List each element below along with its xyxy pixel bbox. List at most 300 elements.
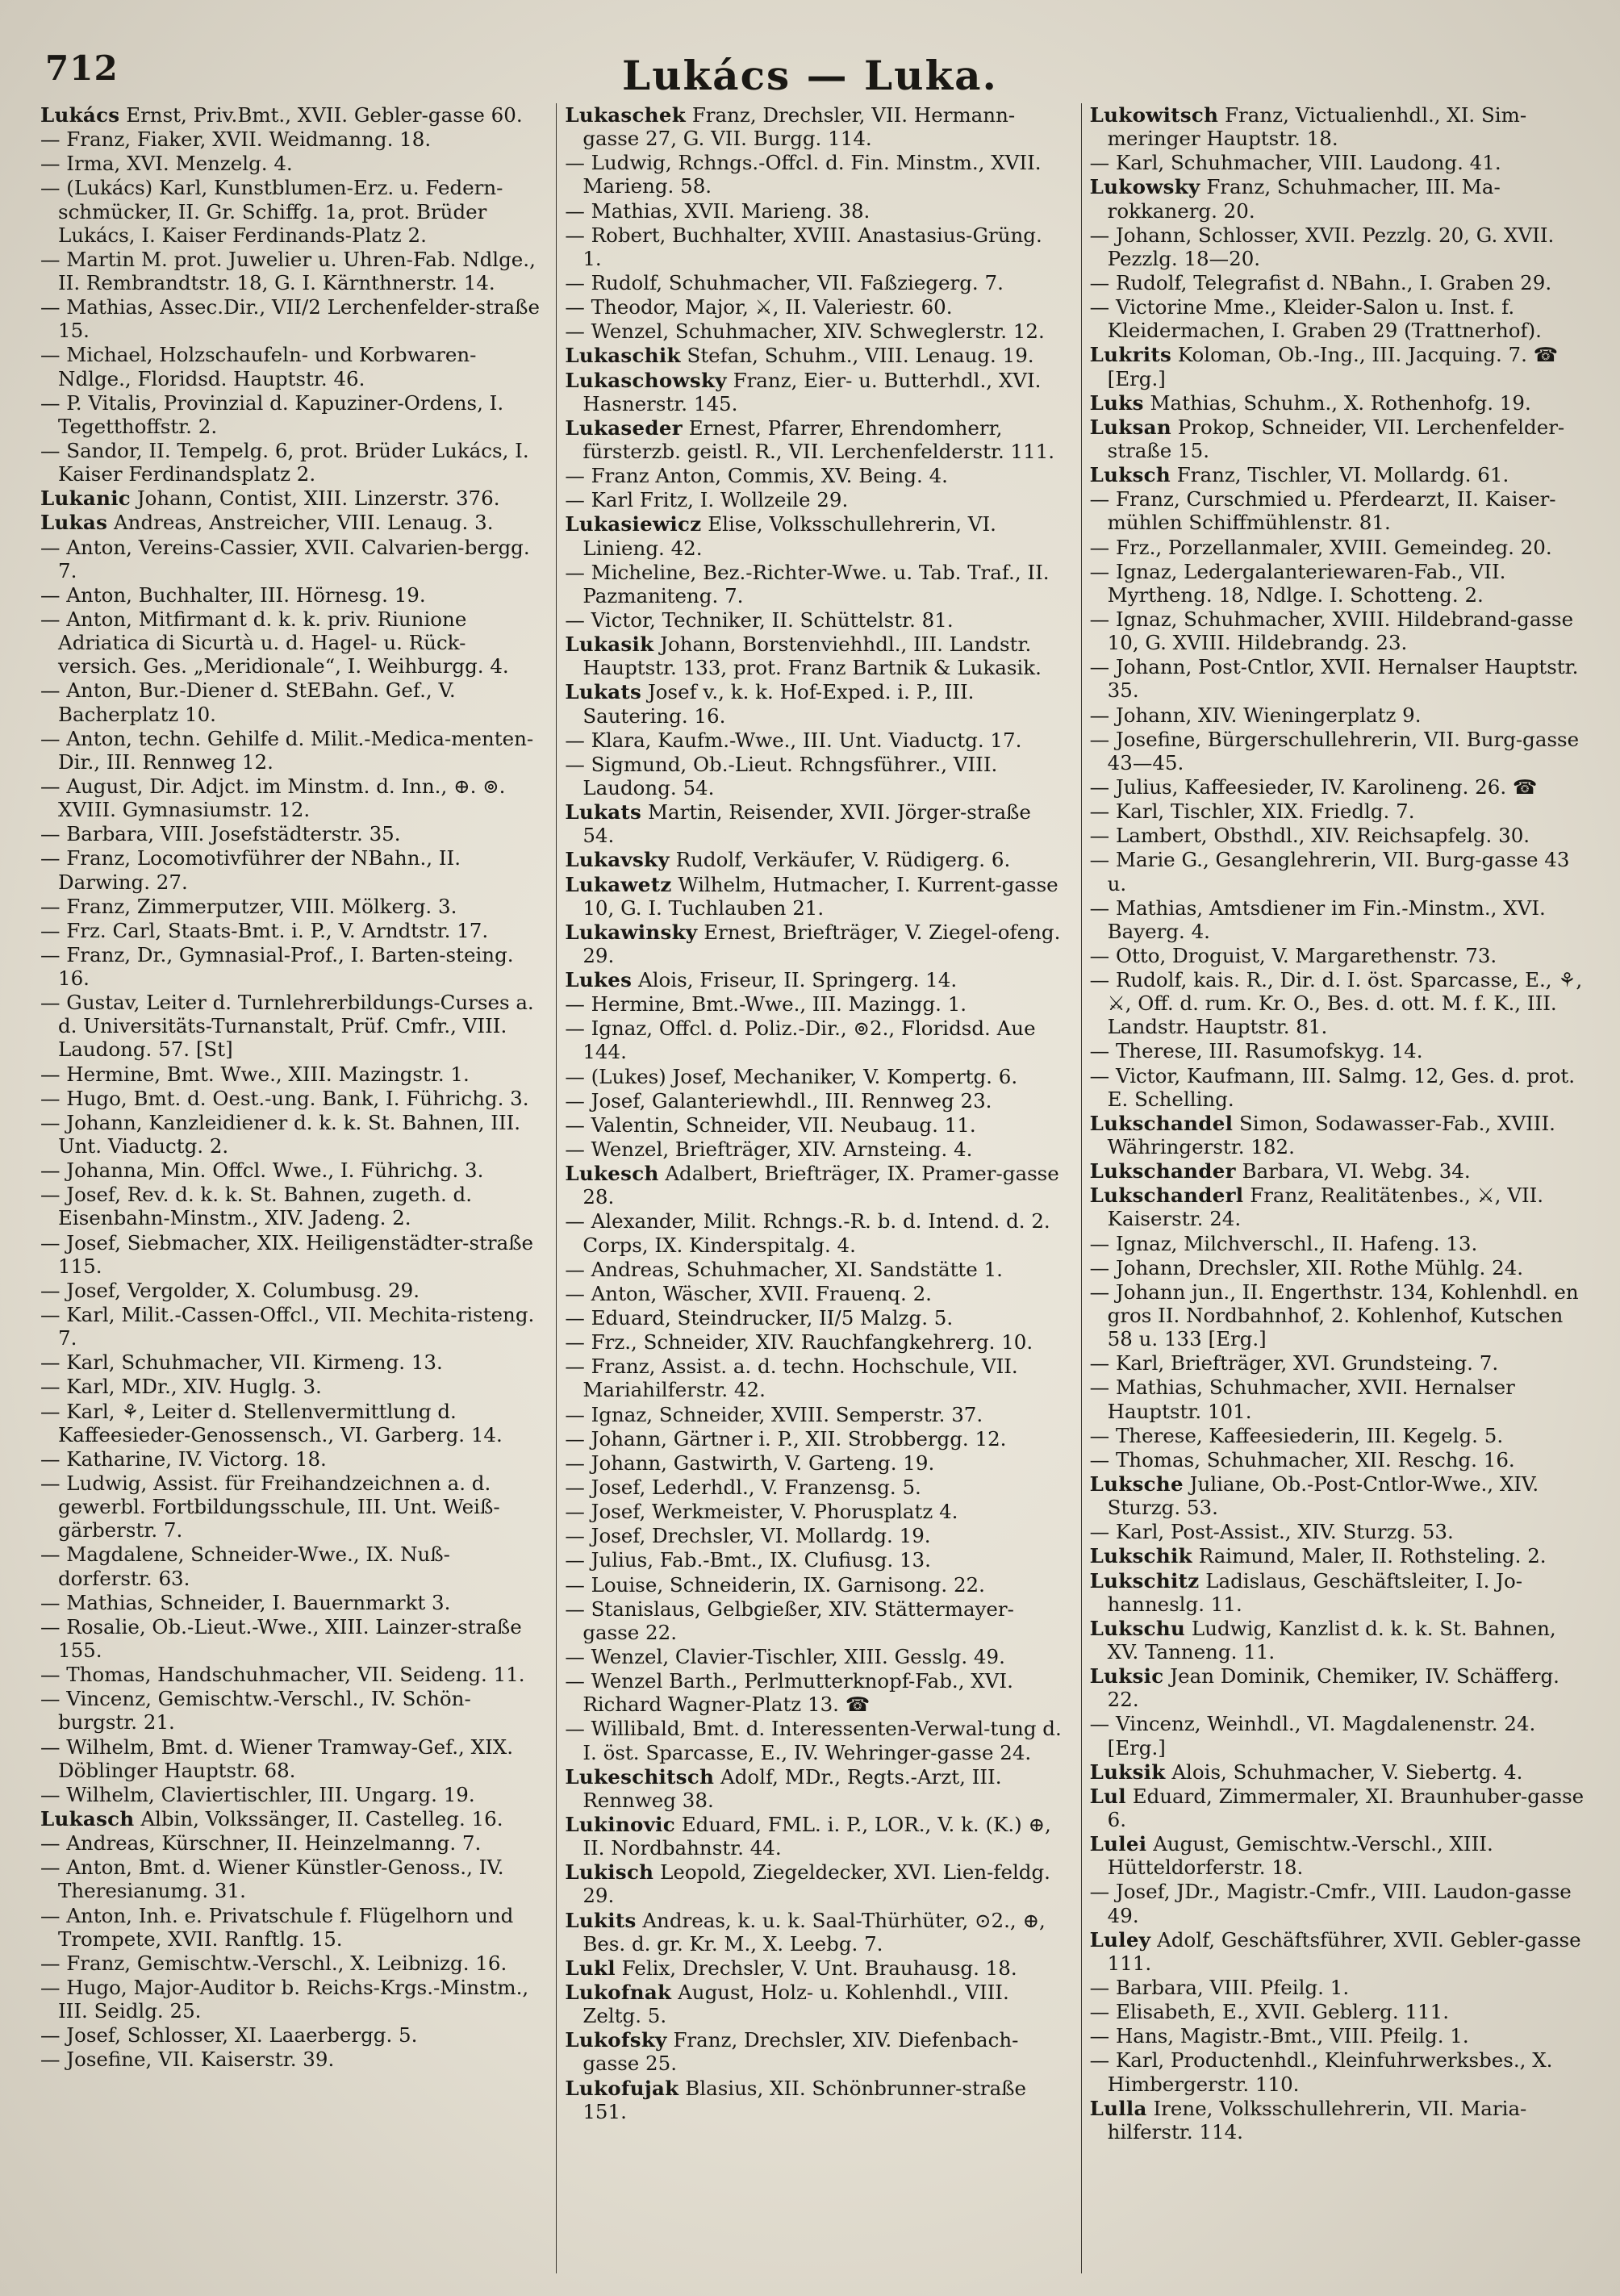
entry-details: — Rudolf, Schuhmacher, VII. Faßziegerg. 7. [565,270,1004,294]
directory-entry [1090,295,1589,342]
directory-entry [40,127,540,151]
entry-details: — Ignaz, Milchverschl., II. Hafeng. 13. [1089,1231,1478,1255]
directory-entry [1090,1664,1589,1711]
entry-surname: Lukschanderl [1089,1183,1244,1208]
directory-entry [40,295,540,342]
entry-details: — Vincenz, Weinhdl., VI. Magdalenenstr. 24. [Erg.] [1089,1712,1536,1760]
entry-details: — Sandor, II. Tempelg. 6, prot. Brüder Lukács, I. Kaiser Ferdinandsplatz 2. [40,438,529,486]
directory-entry [565,344,1064,367]
directory-entry [1090,1928,1589,1975]
entry-details: — Robert, Buchhalter, XVIII. Anastasius-Grüng. 1. [565,223,1042,270]
entry-details: — Anton, Wäscher, XVII. Frauenq. 2. [565,1281,932,1305]
entry-details: — Josef, Rev. d. k. k. St. Bahnen, zugeth. d. Eisenbahn-Minstm., XIV. Jadeng. 2. [40,1183,473,1230]
directory-entry [40,486,540,510]
entry-details: — Therese, III. Rasumofskyg. 14. [1089,1039,1423,1063]
entry-details: — Anton, techn. Gehilfe d. Milit.-Medica-menten-Dir., III. Rennweg 12. [40,726,534,774]
running-title: Lukács — Luka. [622,52,998,99]
directory-entry [565,271,1064,294]
directory-entry [1090,1617,1589,1664]
entry-details: — Ignaz, Ledergalanteriewaren-Fab., VII. Myrtheng. 18, Ndlge. I. Schotteng. 2. [1089,559,1506,607]
column-1 [40,103,540,2273]
entry-details: — Valentin, Schneider, VII. Neubaug. 11. [565,1113,976,1137]
directory-entry [1090,775,1589,799]
column-3 [1081,103,1589,2273]
entry-details: Ladislaus, Geschäftsleiter, I. Jo-hanneslg. 11. [1107,1568,1523,1616]
entry-details: Eduard, FML. i. P., LOR., V. k. (K.) ⊕, II. Nordbahnstr. 44. [582,1812,1051,1860]
entry-details: Raimund, Maler, II. Rothsteling. 2. [1198,1544,1547,1568]
entry-details: — Micheline, Bez.-Richter-Wwe. u. Tab. Traf., II. Pazmaniteng. 7. [565,560,1050,607]
entry-details: — Julius, Fab.-Bmt., IX. Clufiusg. 13. [565,1548,931,1572]
directory-entry [1090,487,1589,534]
entry-details: — Johanna, Min. Offcl. Wwe., I. Führichg. 3. [40,1158,484,1183]
entry-details: — Karl, Post-Assist., XIV. Sturzg. 53. [1089,1520,1454,1544]
entry-details: — Barbara, VIII. Pfeilg. 1. [1089,1975,1350,1999]
entry-details: Josef v., k. k. Hof-Exped. i. P., III. Sautering. 16. [582,680,975,728]
entry-details: Felix, Drechsler, V. Unt. Brauhausg. 18. [621,1956,1017,1980]
entry-surname: Lulei [1089,1832,1147,1856]
entry-details: — Franz, Dr., Gymnasial-Prof., I. Barten-steing. 16. [40,942,514,991]
directory-entry [565,1282,1064,1305]
entry-details: — Marie G., Gesanglehrerin, VII. Burg-gasse 43 u. [1089,848,1570,895]
directory-entry [40,895,540,918]
entry-details: Johann, Contist, XIII. Linzerstr. 376. [136,486,500,511]
directory-entry [565,1427,1064,1451]
entry-details: Franz, Drechsler, VII. Hermann-gasse 27, G. VII. Burgg. 114. [582,103,1016,151]
entry-details: — Anton, Buchhalter, III. Hörnesg. 19. [40,582,426,607]
entry-details: Jean Dominik, Chemiker, IV. Schäfferg. 22. [1107,1664,1559,1712]
entry-details: — Rudolf, kais. R., Dir. d. I. öst. Sparcasse, E., ⚘, ⚔, Off. d. rum. Kr. O., Bes. d. ott. M. f. K., III. Landstr. Hauptstr. 81. [1089,968,1583,1039]
entry-details: Franz, Victualienhdl., XI. Sim-meringer Hauptstr. 18. [1107,103,1527,151]
directory-entry [40,1976,540,2023]
entry-details: — Martin M. prot. Juwelier u. Uhren-Fab. Ndlge., II. Rembrandtstr. 18, G. I. Kärnthnerstr. 14. [40,247,536,294]
entry-details: — Lambert, Obsthdl., XIV. Reichsapfelg. 30. [1089,824,1530,848]
directory-entry [40,176,540,246]
entry-details: — Wilhelm, Claviertischler, III. Ungarg. 19. [40,1782,475,1806]
entry-details: — P. Vitalis, Provinzial d. Kapuziner-Ordens, I. Tegetthoffstr. 2. [40,390,504,438]
entry-details: — Gustav, Leiter d. Turnlehrerbildungs-Curses a. d. Universitäts-Turnanstalt, Prüf. Cmfr., VIII. Laudong. 57. [St] [40,991,534,1062]
directory-entry [565,1669,1064,1716]
entry-details: — Josef, Lederhdl., V. Franzensg. 5. [565,1476,921,1500]
entry-details: — Johann jun., II. Engerthstr. 134, Kohlenhdl. en gros II. Nordbahnhof, 2. Kohlenhof, Kutschen 58 u. 133 [Erg.] [1089,1279,1579,1351]
entry-details: — Franz, Locomotivführer der NBahn., II. Darwing. 27. [40,846,461,894]
entry-surname: Lukasik [565,632,654,657]
directory-entry [565,512,1064,559]
directory-entry [565,992,1064,1016]
entry-details: — Louise, Schneiderin, IX. Garnisong. 22. [565,1572,985,1597]
directory-entry [1090,560,1589,607]
directory-entry [1090,103,1589,150]
entry-surname: Lukowitsch [1089,103,1219,127]
entry-details: — Rosalie, Ob.-Lieut.-Wwe., XIII. Lainzer-straße 155. [40,1614,522,1662]
directory-entry [1090,655,1589,702]
directory-entry [1090,2024,1589,2048]
entry-surname: Lukschander [1089,1159,1236,1183]
entry-details: — Karl, Tischler, XIX. Friedlg. 7. [1089,799,1415,824]
directory-entry [40,439,540,486]
entry-surname: Lukschik [1089,1544,1192,1568]
entry-details: — Sigmund, Ob.-Lieut. Rchngsführer., VIII. Laudong. 54. [565,752,998,799]
entry-details: August, Holz- u. Kohlenhdl., VIII. Zeltg. 5. [582,1980,1009,2028]
directory-entry [1090,1544,1589,1568]
directory-entry [1090,703,1589,727]
directory-entry [40,1663,540,1686]
entry-details: — Karl, ⚘, Leiter d. Stellenvermittlung d. Kaffeesieder-Genossensch., VI. Garberg. 14. [40,1399,503,1446]
directory-entry [565,103,1064,150]
entry-details: Franz, Tischler, VI. Mollardg. 61. [1176,463,1509,487]
entry-details: — Andreas, Schuhmacher, XI. Sandstätte 1. [565,1257,1003,1281]
directory-entry [1090,1039,1589,1062]
entry-details: — Andreas, Kürschner, II. Heinzelmanng. 7. [40,1831,482,1856]
entry-details: Adalbert, Briefträger, IX. Pramer-gasse 28. [582,1162,1059,1209]
directory-entry [1090,1785,1589,1831]
directory-entry [565,199,1064,223]
directory-entry [1090,391,1589,415]
directory-entry [565,1500,1064,1523]
entry-details: — Otto, Droguist, V. Margarethenstr. 73. [1089,943,1497,967]
directory-entry [1090,2097,1589,2144]
directory-entry [40,727,540,774]
entry-details: — Hermine, Bmt.-Wwe., III. Mazingg. 1. [565,992,967,1017]
entry-details: Eduard, Zimmermaler, XI. Braunhuber-gasse 6. [1107,1784,1585,1831]
entry-surname: Lukasch [40,1806,135,1831]
directory-entry [40,943,540,990]
entry-surname: Lukl [565,1956,616,1980]
directory-entry [1090,1376,1589,1422]
entry-surname: Luley [1089,1927,1151,1952]
directory-entry [40,678,540,725]
directory-entry [40,511,540,534]
entry-details: — Mathias, XVII. Marieng. 38. [565,198,871,223]
entry-details: — Hugo, Bmt. d. Oest.-ung. Bank, I. Führichg. 3. [40,1086,529,1110]
directory-entry [565,1258,1064,1281]
directory-entry [40,846,540,893]
entry-details: — Theodor, Major, ⚔, II. Valeriestr. 60. [565,295,953,319]
directory-entry [565,848,1064,871]
entry-details: — Thomas, Handschuhmacher, VII. Seideng. 11. [40,1663,525,1687]
directory-entry [565,1138,1064,1161]
directory-entry [565,1645,1064,1668]
entry-details: — Willibald, Bmt. d. Interessenten-Verwal-tung d. I. öst. Sparcasse, E., IV. Wehringer-gasse 24. [565,1717,1062,1764]
directory-entry [1090,968,1589,1038]
entry-details: — Franz, Fiaker, XVII. Weidmanng. 18. [40,127,432,152]
directory-entry [40,1542,540,1589]
entry-details: Stefan, Schuhm., VIII. Lenaug. 19. [687,344,1034,368]
directory-entry [40,103,540,127]
directory-entry [1090,1520,1589,1543]
directory-entry [1090,1112,1589,1158]
directory-entry [565,1209,1064,1256]
entry-details: — Barbara, VIII. Josefstädterstr. 35. [40,822,401,846]
entry-details: — Julius, Kaffeesieder, IV. Karolineng. 26. ☎ [1089,774,1538,799]
directory-entry [40,1591,540,1614]
entry-surname: Luksic [1089,1664,1164,1689]
directory-entry [565,2028,1064,2075]
entry-surname: Lukasiewicz [565,512,702,536]
directory-entry [565,1548,1064,1572]
entry-details: — Ludwig, Rchngs.-Offcl. d. Fin. Minstm., XVII. Marieng. 58. [565,151,1042,198]
entry-surname: Lukas [40,511,108,535]
directory-entry [1090,799,1589,823]
entry-details: — Karl, Briefträger, XVI. Grundsteing. 7. [1089,1351,1499,1376]
entry-details: Martin, Reisender, XVII. Jörger-straße 54. [582,800,1031,848]
directory-entry [40,391,540,438]
entry-details: — Alexander, Milit. Rchngs.-R. b. d. Intend. d. 2. Corps, IX. Kinderspitalg. 4. [565,1209,1050,1257]
entry-surname: Lukavsky [565,848,670,872]
directory-entry [565,488,1064,511]
directory-entry [40,1447,540,1471]
entry-details: — Thomas, Schuhmacher, XII. Reschg. 16. [1089,1447,1515,1472]
column-2 [556,103,1064,2273]
entry-details: Mathias, Schuhm., X. Rothenhofg. 19. [1150,390,1531,415]
directory-entry [565,1956,1064,1980]
entry-details: — Johann, XIV. Wieningerplatz 9. [1089,703,1422,727]
directory-entry [565,1573,1064,1597]
entry-details: Albin, Volkssänger, II. Castelleg. 16. [140,1806,503,1831]
entry-surname: Lukschandel [1089,1111,1234,1135]
entry-details: — Katharine, IV. Victorg. 18. [40,1446,327,1471]
entry-details: — Mathias, Amtsdiener im Fin.-Minstm., XVI. Bayerg. 4. [1089,895,1546,943]
entry-details: — Johann, Kanzleidiener d. k. k. St. Bahnen, III. Unt. Viaductg. 2. [40,1110,521,1158]
entry-details: — Josef, Schlosser, XI. Laaerbergg. 5. [40,2023,418,2048]
directory-entry [40,991,540,1061]
entry-details: — Therese, Kaffeesiederin, III. Kegelg. 5. [1089,1423,1504,1447]
entry-details: — Stanislaus, Gelbgießer, XIV. Stättermayer-gasse 22. [565,1597,1014,1644]
entry-surname: Luksik [1089,1760,1166,1784]
directory-entry [565,1717,1064,1764]
entry-surname: Lukschitz [1089,1568,1200,1593]
entry-surname: Luksan [1089,415,1171,439]
directory-entry [1090,1280,1589,1350]
directory-entry [1090,1351,1589,1375]
entry-surname: Lukowsky [1089,175,1200,199]
entry-details: — Frz. Carl, Staats-Bmt. i. P., V. Arndtstr. 17. [40,918,489,942]
entry-details: — Anton, Bur.-Diener d. StEBahn. Gef., V. Bacherplatz 10. [40,678,456,726]
entry-surname: Lukofnak [565,1980,672,2004]
directory-entry [565,1017,1064,1063]
entry-surname: Luksch [1089,463,1171,487]
directory-entry [565,1909,1064,1956]
directory-entry [1090,2000,1589,2023]
entry-surname: Lukeschitsch [565,1764,715,1789]
entry-surname: Lul [1089,1784,1126,1808]
entry-surname: Luks [1089,390,1144,415]
entry-details: — Wenzel, Clavier-Tischler, XIII. Gesslg. 49. [565,1645,1005,1668]
directory-entry [1090,1760,1589,1784]
directory-entry [1090,1064,1589,1111]
directory-entry [565,1306,1064,1330]
entry-surname: Lukits [565,1908,637,1932]
entry-details: Alois, Schuhmacher, V. Siebertg. 4. [1171,1760,1523,1784]
directory-entry [1090,343,1589,390]
entry-details: — Ludwig, Assist. für Freihandzeichnen a. d. gewerbl. Fortbildungsschule, III. Unt. Weiß-gärberstr. 7. [40,1472,500,1542]
directory-entry [1090,728,1589,774]
entry-details: — Hugo, Major-Auditor b. Reichs-Krgs.-Minstm., III. Seidlg. 25. [40,1975,529,2023]
entry-details: — Wenzel Barth., Perlmutterknopf-Fab., XVI. Richard Wagner-Platz 13. ☎ [565,1669,1013,1717]
directory-entry [565,319,1064,343]
entry-details: Wilhelm, Hutmacher, I. Kurrent-gasse 10, G. I. Tuchlauben 21. [582,872,1058,920]
page-header [0,37,1620,102]
entry-surname: Lukisch [565,1860,654,1885]
entry-details: Andreas, Anstreicher, VIII. Lenaug. 3. [113,511,494,535]
directory-entry [565,416,1064,463]
directory-entry [565,1860,1064,1907]
entry-details: — Johann, Gärtner i. P., XII. Strobbergg. 12. [565,1426,1007,1451]
entry-surname: Lulla [1089,2096,1147,2120]
entry-details: Ernest, Pfarrer, Ehrendomherr, fürsterzb. geistl. R., VII. Lerchenfelderstr. 111. [582,415,1055,463]
directory-entry [40,774,540,821]
entry-details: Franz, Drechsler, XIV. Diefenbach-gasse 25. [582,2028,1019,2076]
entry-surname: Luksche [1089,1472,1184,1497]
entry-details: — Josef, Werkmeister, V. Phorusplatz 4. [565,1500,958,1524]
directory-entry [1090,1424,1589,1447]
entry-details: — Karl, Schuhmacher, VIII. Laudong. 41. [1089,151,1501,175]
directory-entry [565,968,1064,991]
directory-entry [1090,944,1589,967]
entry-details: — Josef, Vergolder, X. Columbusg. 29. [40,1278,420,1302]
directory-entry [565,369,1064,415]
directory-entry [40,1856,540,1902]
directory-entry [1090,151,1589,174]
entry-details: August, Gemischtw.-Verschl., XIII. Hütteldorferstr. 18. [1107,1832,1493,1880]
entry-surname: Lukaseder [565,415,683,440]
entry-details: — August, Dir. Adjct. im Minstm. d. Inn., ⊕. ⊚. XVIII. Gymnasiumstr. 12. [40,774,506,822]
directory-entry [1090,896,1589,943]
entry-details: Irene, Volksschullehrerin, VII. Maria-hilferstr. 114. [1107,2096,1527,2144]
directory-entry [1090,1569,1589,1616]
entry-details: — Victorine Mme., Kleider-Salon u. Inst. f. Kleidermachen, I. Graben 29 (Trattnerhof). [1089,295,1542,343]
entry-details: Franz, Eier- u. Butterhdl., XVI. Hasnerstr. 145. [582,368,1042,415]
directory-entry [565,223,1064,270]
entry-details: — Irma, XVI. Menzelg. 4. [40,152,293,176]
directory-entry [1090,2048,1589,2095]
entry-surname: Lukanic [40,486,132,511]
entry-details: Prokop, Schneider, VII. Lerchenfelder-straße 15. [1107,415,1565,462]
directory-entry [40,152,540,175]
directory-entry [40,1952,540,1975]
directory-entry [1090,175,1589,222]
directory-entry [1090,271,1589,294]
entry-surname: Lukawinsky [565,920,698,944]
directory-entry [1090,1472,1589,1519]
entry-surname: Lukrits [1089,343,1172,367]
directory-entry [40,536,540,582]
directory-entry [40,2048,540,2071]
entry-details: — Franz, Zimmerputzer, VIII. Mölkerg. 3. [40,894,457,918]
directory-entry [565,608,1064,632]
directory-entry [565,1065,1064,1088]
directory-entry [40,1735,540,1782]
entry-details: — Johann, Post-Cntlor, XVII. Hernalser Hauptstr. 35. [1089,655,1579,703]
entry-surname: Lukesch [565,1162,659,1186]
entry-details: — Elisabeth, E., XVII. Geblerg. 111. [1089,2000,1449,2024]
directory-entry [1090,848,1589,895]
entry-details: — Ignaz, Schneider, XVIII. Semperstr. 37. [565,1402,983,1426]
directory-entry [565,800,1064,847]
directory-entry [40,607,540,678]
entry-details: — Karl, Productenhdl., Kleinfuhrwerksbes., X. Himbergerstr. 110. [1089,2048,1553,2096]
entry-details: — Karl, MDr., XIV. Huglg. 3. [40,1375,322,1399]
directory-entry [40,1350,540,1374]
directory-entry [565,464,1064,487]
directory-entry [565,1403,1064,1426]
directory-entry [40,919,540,942]
directory-entry [40,1807,540,1831]
directory-entry [40,2023,540,2047]
entry-details: — Michael, Holzschaufeln- und Korbwaren-Ndlge., Floridsd. Hauptstr. 46. [40,343,477,390]
directory-entry [1090,1832,1589,1879]
directory-entry [565,680,1064,727]
directory-entry [565,920,1064,967]
directory-entry [40,1375,540,1398]
directory-entry [40,1615,540,1662]
directory-entry [565,753,1064,799]
entry-details: — Josef, Galanteriewhdl., III. Rennweg 23. [565,1088,992,1113]
entry-details: — Magdalene, Schneider-Wwe., IX. Nuß-dorferstr. 63. [40,1542,450,1590]
entry-details: — Anton, Inh. e. Privatschule f. Flügelhorn und Trompete, XVII. Ranftlg. 15. [40,1903,514,1951]
directory-entry [1090,536,1589,559]
entry-details: Elise, Volksschullehrerin, VI. Linieng. 42. [582,512,996,560]
entry-details: — Johann, Schlosser, XVII. Pezzlg. 20, G. XVII. Pezzlg. 18—20. [1089,223,1555,270]
directory-entry [565,1981,1064,2027]
directory-entry [40,1231,540,1278]
directory-entry [565,1813,1064,1860]
directory-entry [565,1765,1064,1812]
entry-surname: Lukats [565,680,642,704]
entry-details: — Wenzel, Briefträger, XIV. Arnsteing. 4. [565,1138,973,1162]
entry-details: — Josef, JDr., Magistr.-Cmfr., VIII. Laudon-gasse 49. [1089,1880,1572,1927]
directory-entry [40,1062,540,1086]
entry-details: — Mathias, Schuhmacher, XVII. Hernalser Hauptstr. 101. [1089,1376,1515,1423]
entry-surname: Lukofujak [565,2076,679,2100]
entry-details: — Wilhelm, Bmt. d. Wiener Tramway-Gef., XIX. Döblinger Hauptstr. 68. [40,1735,513,1782]
directory-entry [1090,1159,1589,1183]
entry-details: Johann, Borstenviehhdl., III. Landstr. Hauptstr. 133, prot. Franz Bartnik & Lukasik. [582,632,1042,680]
entry-details: Alois, Friseur, II. Springerg. 14. [638,968,958,992]
entry-surname: Lukats [565,800,642,824]
directory-entry [40,1687,540,1734]
entry-details: Ernest, Briefträger, V. Ziegel-ofeng. 29. [582,920,1061,967]
entry-details: — Anton, Vereins-Cassier, XVII. Calvarien-bergg. 7. [40,535,530,582]
directory-entry [40,1279,540,1302]
entry-details: — Karl, Schuhmacher, VII. Kirmeng. 13. [40,1350,443,1375]
entry-details: — Mathias, Assec.Dir., VII/2 Lerchenfelder-straße 15. [40,295,541,343]
directory-entry [1090,1712,1589,1759]
directory-entry [40,583,540,607]
directory-entry [1090,1448,1589,1472]
directory-entry [1090,463,1589,486]
directory-entry [1090,223,1589,270]
directory-entry [40,1303,540,1350]
directory-entry [40,1400,540,1446]
entry-surname: Lukaschek [565,103,687,127]
entry-details: — Hermine, Bmt. Wwe., XIII. Mazingstr. 1. [40,1062,470,1086]
entry-details: — Karl Fritz, I. Wollzeile 29. [565,488,849,512]
entry-details: Adolf, Geschäftsführer, XVII. Gebler-gasse 111. [1107,1927,1581,1975]
entry-details: — Johann, Drechsler, XII. Rothe Mühlg. 24. [1089,1255,1524,1279]
entry-details: Ernst, Priv.Bmt., XVII. Gebler-gasse 60. [126,103,523,127]
directory-entry [565,1451,1064,1475]
directory-entry [1090,1256,1589,1279]
entry-details: — Franz Anton, Commis, XV. Being. 4. [565,464,948,488]
entry-details: — Wenzel, Schuhmacher, XIV. Schweglerstr. 12. [565,319,1045,344]
page-number: 712 [45,48,119,88]
directory-entry [40,822,540,845]
entry-details: Simon, Sodawasser-Fab., XVIII. Währingerstr. 182. [1107,1111,1555,1159]
entry-surname: Lukács [40,103,120,127]
directory-entry [565,728,1064,752]
entry-details: Blasius, XII. Schönbrunner-straße 151. [582,2076,1027,2123]
entry-details: — Klara, Kaufm.-Wwe., III. Unt. Viaductg. 17. [565,728,1022,752]
